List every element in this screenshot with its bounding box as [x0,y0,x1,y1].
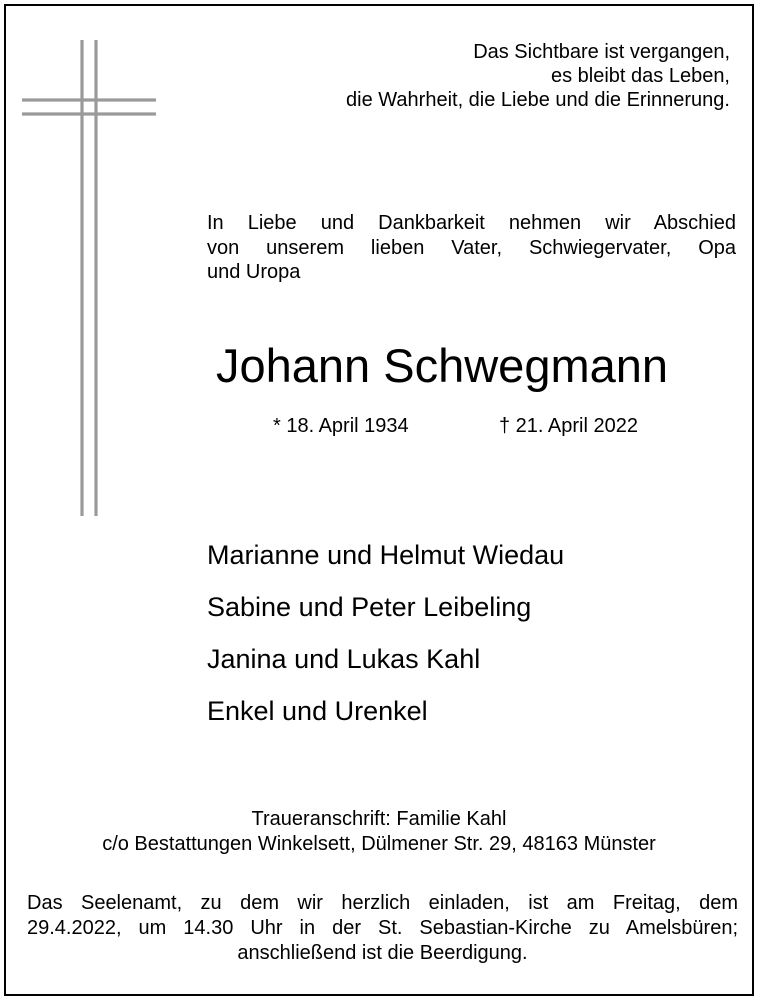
cross-icon [20,40,158,520]
condolence-address [0,807,758,857]
service-line: Das Seelenamt, zu dem wir herzlich einladen, ist am Freitag, dem [27,892,738,914]
motto-line: es bleibt das Leben, [550,65,730,87]
service-line: 29.4.2022, um 14.30 Uhr in der St. Sebastian-Kirche zu Amelsbüren; [27,917,738,939]
intro-line: von unserem lieben Vater, Schwiegervater, Opa [207,236,736,259]
mourner-name: Marianne und Helmut Wiedau [207,540,565,570]
service-info [27,891,738,966]
mourner-name: Janina und Lukas Kahl [207,644,481,674]
motto-line: Das Sichtbare ist vergangen, [473,41,730,63]
motto-verse [346,40,730,112]
address-line: c/o Bestattungen Winkelsett, Dülmener Str. 29, 48163 Münster [102,833,656,855]
intro-line: In Liebe und Dankbarkeit nehmen wir Abschied [207,212,736,234]
motto-line: die Wahrheit, die Liebe und die Erinnerung. [346,89,730,111]
mourners-list [207,533,564,741]
intro-line: und Uropa [207,261,301,283]
intro-text [207,211,736,285]
mourner-name: Enkel und Urenkel [207,696,428,726]
mourner-name: Sabine und Peter Leibeling [207,592,532,622]
deceased-name: Johann Schwegmann [216,339,669,392]
death-date: † 21. April 2022 [499,415,638,437]
service-line: anschließend ist die Beerdigung. [237,942,528,964]
address-line: Traueranschrift: Familie Kahl [251,808,507,830]
birth-date: * 18. April 1934 [273,415,409,437]
